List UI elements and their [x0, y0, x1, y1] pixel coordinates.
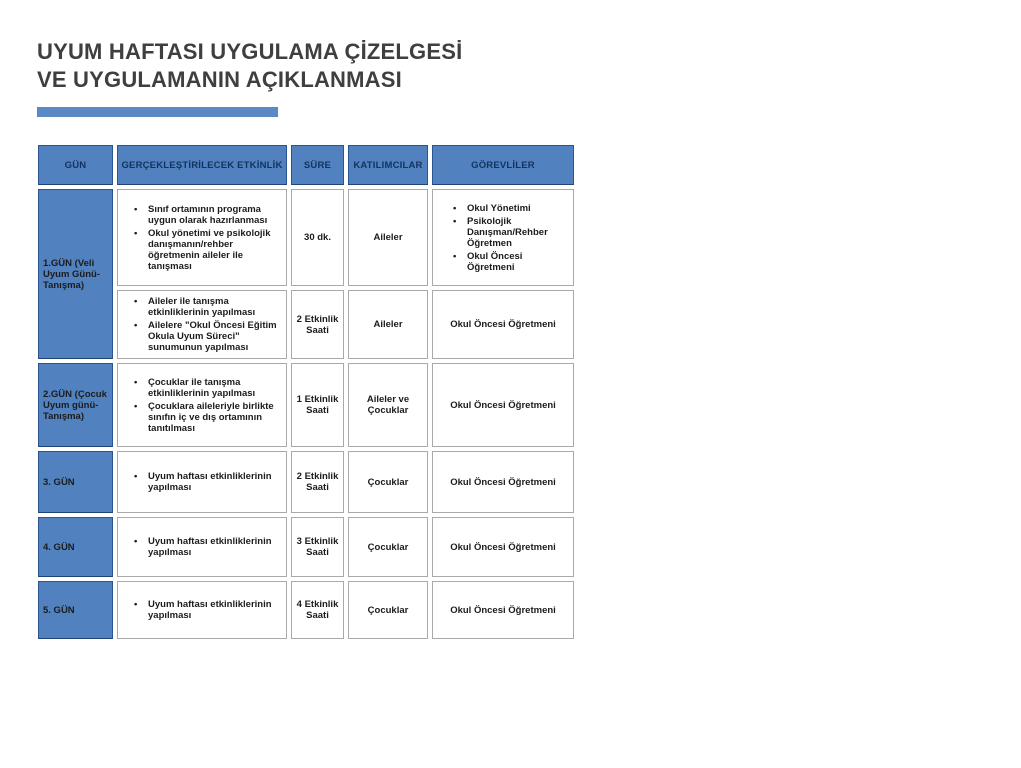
schedule-table — [34, 141, 578, 643]
duration-cell: 3 Etkinlik Saati — [291, 517, 344, 577]
title-underline-bar — [37, 107, 278, 117]
staff-cell: Okul Öncesi Öğretmeni — [432, 517, 574, 577]
participants-cell: Aileler — [348, 290, 428, 359]
participants-cell: Çocuklar — [348, 517, 428, 577]
day-cell-5: 5. GÜN — [38, 581, 113, 639]
table-row — [38, 451, 574, 513]
header-cell-duration: SÜRE — [291, 145, 344, 185]
staff-cell: Okul Öncesi Öğretmeni — [432, 581, 574, 639]
table-row — [38, 363, 574, 447]
staff-item: • Okul Yönetimi — [452, 203, 570, 214]
table-header-row — [38, 145, 574, 185]
table-row — [38, 517, 574, 577]
activity-cell — [117, 451, 287, 513]
participants-cell: Aileler ve Çocuklar — [348, 363, 428, 447]
duration-cell: 4 Etkinlik Saati — [291, 581, 344, 639]
staff-list — [434, 199, 572, 277]
duration-cell: 1 Etkinlik Saati — [291, 363, 344, 447]
staff-item: • Okul Öncesi Öğretmeni — [452, 251, 570, 273]
activity-item: • Ailelere "Okul Öncesi Eğitim Okula Uyum Süreci" sunumunun yapılması — [133, 320, 281, 353]
day-cell-2: 2.GÜN (Çocuk Uyum günü- Tanışma) — [38, 363, 113, 447]
staff-cell — [432, 189, 574, 286]
activity-item: • Sınıf ortamının programa uygun olarak hazırlanması — [133, 204, 281, 226]
activity-list — [119, 532, 285, 562]
page-title — [37, 38, 462, 94]
staff-cell: Okul Öncesi Öğretmeni — [432, 363, 574, 447]
activity-item: • Uyum haftası etkinliklerinin yapılması — [133, 536, 281, 558]
activity-list — [119, 373, 285, 438]
day-cell-3: 3. GÜN — [38, 451, 113, 513]
page-title-line2: VE UYGULAMANIN AÇIKLANMASI — [37, 67, 402, 92]
table-row — [38, 189, 574, 286]
duration-cell: 2 Etkinlik Saati — [291, 451, 344, 513]
day-cell-4: 4. GÜN — [38, 517, 113, 577]
participants-cell: Çocuklar — [348, 581, 428, 639]
activity-list — [119, 292, 285, 357]
activity-item: • Çocuklar ile tanışma etkinliklerinin yapılması — [133, 377, 281, 399]
activity-item: • Uyum haftası etkinliklerinin yapılması — [133, 599, 281, 621]
activity-cell — [117, 581, 287, 639]
participants-cell: Aileler — [348, 189, 428, 286]
header-cell-day: GÜN — [38, 145, 113, 185]
activity-cell — [117, 290, 287, 359]
participants-cell: Çocuklar — [348, 451, 428, 513]
staff-cell: Okul Öncesi Öğretmeni — [432, 290, 574, 359]
staff-cell: Okul Öncesi Öğretmeni — [432, 451, 574, 513]
staff-item: • Psikolojik Danışman/Rehber Öğretmen — [452, 216, 570, 249]
table-row — [38, 290, 574, 359]
activity-list — [119, 467, 285, 497]
activity-list — [119, 200, 285, 276]
page-title-line1: UYUM HAFTASI UYGULAMA ÇİZELGESİ — [37, 39, 463, 64]
activity-cell — [117, 517, 287, 577]
activity-item: • Aileler ile tanışma etkinliklerinin yapılması — [133, 296, 281, 318]
header-cell-staff: GÖREVLİLER — [432, 145, 574, 185]
header-cell-activity: GERÇEKLEŞTİRİLECEK ETKİNLİK — [117, 145, 287, 185]
activity-item: • Çocuklara aileleriyle birlikte sınıfın iç ve dış ortamının tanıtılması — [133, 401, 281, 434]
table-row — [38, 581, 574, 639]
day-cell-1: 1.GÜN (Veli Uyum Günü- Tanışma) — [38, 189, 113, 359]
activity-list — [119, 595, 285, 625]
duration-cell: 30 dk. — [291, 189, 344, 286]
activity-cell — [117, 189, 287, 286]
header-cell-participants: KATILIMCILAR — [348, 145, 428, 185]
activity-cell — [117, 363, 287, 447]
activity-item: • Uyum haftası etkinliklerinin yapılması — [133, 471, 281, 493]
activity-item: • Okul yönetimi ve psikolojik danışmanın/rehber öğretmenin aileler ile tanışması — [133, 228, 281, 272]
duration-cell: 2 Etkinlik Saati — [291, 290, 344, 359]
